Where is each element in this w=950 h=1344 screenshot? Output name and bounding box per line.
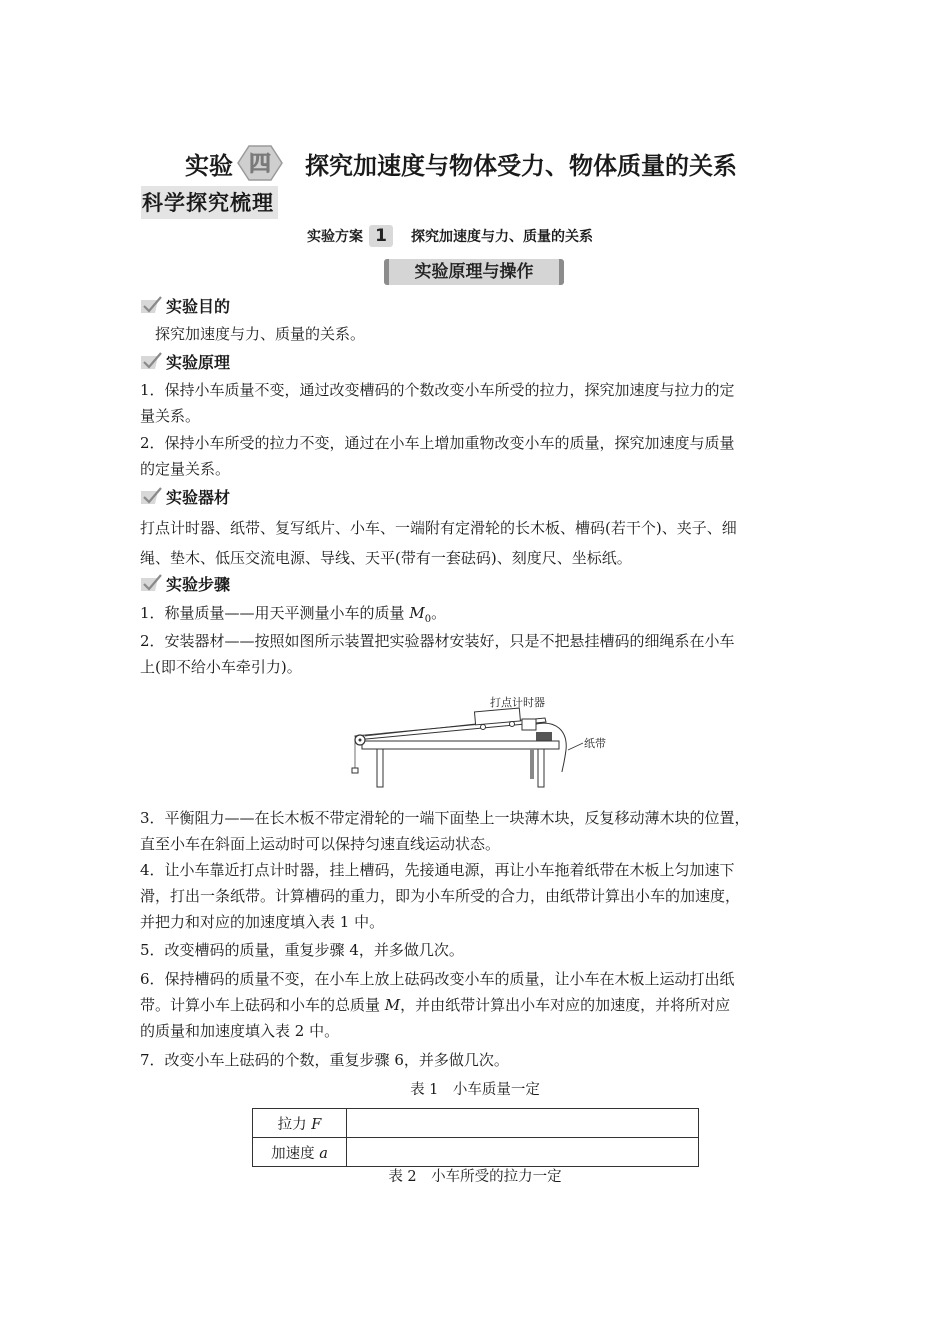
text-line: 的定量关系。: [140, 460, 231, 478]
page-title: [185, 143, 737, 183]
text-line: 2．保持小车所受的拉力不变，通过在小车上增加重物改变小车的质量，探究加速度与质量: [140, 434, 735, 452]
text-line: 上(即不给小车牵引力)。: [140, 658, 302, 676]
math-var: F: [311, 1116, 322, 1133]
label-tape: 纸带: [584, 737, 606, 750]
text-line: 直至小车在斜面上运动时可以保持匀速直线运动状态。: [140, 835, 501, 853]
check-icon: [140, 296, 162, 314]
text-line: 1．称量质量——用天平测量小车的质量: [140, 604, 410, 622]
math-var: M: [384, 996, 401, 1014]
table1-caption: 表 1 小车质量一定: [410, 1082, 540, 1098]
text-line: 绳、垫木、低压交流电源、导线、天平(带有一套砝码)、刻度尺、坐标纸。: [140, 549, 632, 567]
cart-wheel: [510, 722, 515, 727]
step-6: [140, 966, 820, 1044]
check-icon: [140, 352, 162, 370]
scheme-label: 实验方案: [307, 229, 363, 245]
text-line: 量关系。: [140, 407, 201, 425]
table-cell: [347, 1138, 699, 1167]
scheme-number: 1: [369, 225, 393, 247]
cart-wheel: [481, 725, 486, 730]
step-3: [140, 805, 820, 857]
timer-device: [522, 719, 536, 730]
math-sub: 0: [424, 614, 432, 625]
cell-label: 拉力: [277, 1116, 312, 1133]
table-leg: [538, 749, 544, 787]
text-line: 4．让小车靠近打点计时器，挂上槽码，先接通电源，再让小车拖着纸带在木板上匀加速下: [140, 861, 735, 879]
section-heading-steps: [140, 572, 230, 594]
purpose-text: 探究加速度与力、质量的关系。: [155, 325, 366, 343]
table-row: [253, 1138, 699, 1167]
shim-block: [536, 732, 552, 741]
text-line: 带。计算小车上砝码和小车的总质量: [140, 996, 385, 1014]
text-line: 6．保持槽码的质量不变，在小车上放上砝码改变小车的质量，让小车在木板上运动打出纸: [140, 970, 735, 988]
sub-banner: 实验原理与操作: [384, 259, 564, 285]
title-lead: 实验: [185, 151, 233, 180]
hook-weight: [352, 768, 358, 773]
text-line: 并把力和对应的加速度填入表 1 中。: [140, 913, 385, 931]
table-cell: [347, 1109, 699, 1138]
title-text: 探究加速度与物体受力、物体质量的关系: [305, 151, 737, 180]
step-7: 7．改变小车上砝码的个数，重复步骤 6，并多做几次。: [140, 1051, 509, 1069]
check-icon: [140, 574, 162, 592]
cell-label: 加速度: [271, 1145, 320, 1162]
text-line: 2．安装器材——按照如图所示装置把实验器材安装好，只是不把悬挂槽码的细绳系在小车: [140, 632, 735, 650]
section-heading-text: 实验器材: [166, 487, 231, 507]
leader-line: [568, 743, 583, 750]
apparatus-figure: [340, 690, 620, 795]
scheme-heading: [307, 225, 593, 247]
section-banner: 科学探究梳理: [141, 186, 278, 219]
math-var: a: [319, 1145, 328, 1162]
check-icon: [140, 487, 162, 505]
table-row: [253, 1109, 699, 1138]
text-line: 的质量和加速度填入表 2 中。: [140, 1022, 340, 1040]
section-heading-purpose: [140, 294, 230, 316]
text-line: 3．平衡阻力——在长木板不带定滑轮的一端下面垫上一块薄木块，反复移动薄木块的位置，: [140, 809, 750, 827]
step-2: [140, 628, 820, 680]
section-heading-text: 实验原理: [166, 352, 231, 372]
section-heading-text: 实验目的: [166, 296, 231, 316]
table-top: [362, 741, 559, 749]
text-line: 滑，打出一条纸带。计算槽码的重力，即为小车所受的合力，由纸带计算出小车的加速度，: [140, 887, 741, 905]
table-header-cell: [253, 1138, 347, 1167]
text-line: 打点计时器、纸带、复写纸片、小车、一端附有定滑轮的长木板、槽码(若干个)、夹子、细: [140, 519, 737, 537]
table2-caption: 表 2 小车所受的拉力一定: [388, 1169, 562, 1185]
section-heading-principle: [140, 350, 230, 372]
pulley-axle: [359, 739, 362, 742]
experiment-number-badge: [235, 143, 285, 183]
principle-item-2: [140, 430, 820, 482]
principle-item-1: [140, 377, 820, 429]
math-var: M: [409, 604, 425, 622]
text-line: 1．保持小车质量不变，通过改变槽码的个数改变小车所受的拉力，探究加速度与拉力的定: [140, 381, 735, 399]
step-4: [140, 857, 820, 935]
text-line: 。: [431, 604, 447, 622]
label-timer: 打点计时器: [490, 696, 545, 709]
table1: [252, 1108, 699, 1167]
section-heading-equipment: [140, 485, 230, 507]
text-line: ，并由纸带计算出小车对应的加速度，并将所对应: [400, 996, 731, 1014]
experiment-number: 四: [248, 152, 272, 177]
step-5: 5．改变槽码的质量，重复步骤 4，并多做几次。: [140, 941, 464, 959]
table-header-cell: [253, 1109, 347, 1138]
section-heading-text: 实验步骤: [166, 574, 231, 594]
scheme-title: 探究加速度与力、质量的关系: [411, 229, 593, 245]
equipment-text: [140, 513, 820, 573]
table-leg: [377, 749, 383, 787]
table-leg-back: [530, 749, 534, 779]
